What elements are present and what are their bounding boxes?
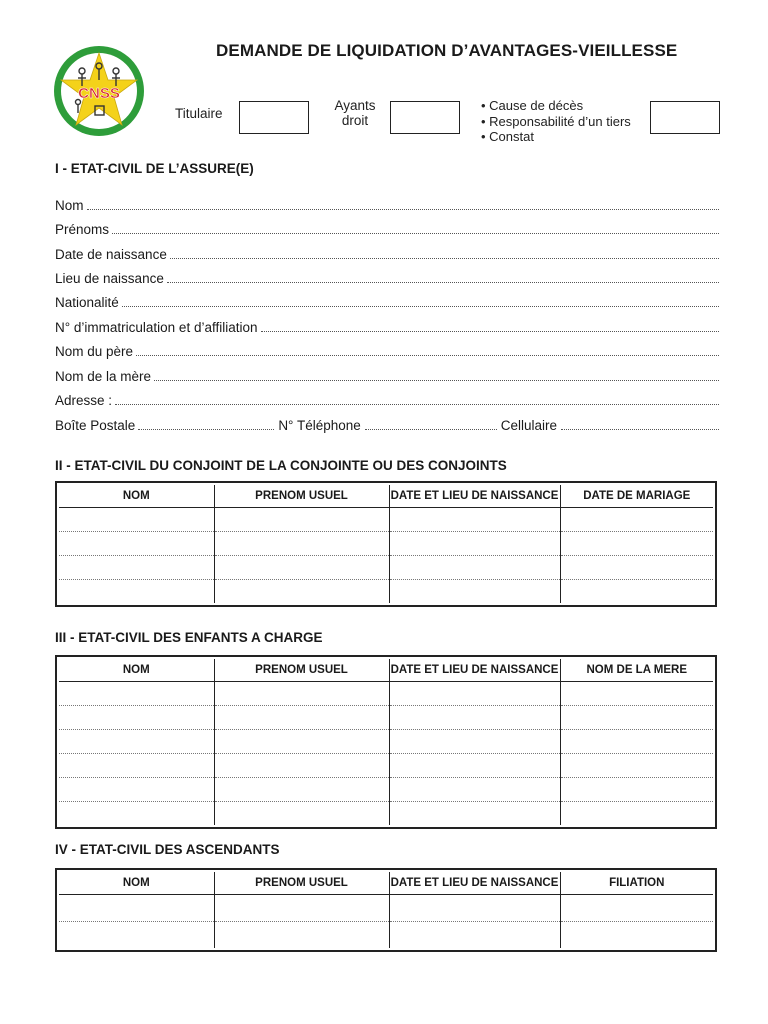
table-row[interactable] (59, 730, 713, 754)
col-date-lieu: DATE ET LIEU DE NAISSANCE (389, 485, 560, 508)
field-adresse[interactable]: Adresse : (55, 390, 719, 408)
conjoints-table (55, 481, 717, 607)
logo-text: CNSS (78, 85, 120, 102)
field-immatriculation[interactable]: N° d’immatriculation et d’affiliation (55, 317, 719, 335)
field-lieu-naissance[interactable]: Lieu de naissance (55, 268, 719, 286)
telephone-label: N° Téléphone (278, 418, 361, 433)
enfants-table (55, 655, 717, 829)
col-date-lieu: DATE ET LIEU DE NAISSANCE (389, 872, 560, 895)
cause-list (481, 98, 631, 145)
table-row[interactable] (59, 754, 713, 778)
bullet-cause-deces: • Cause de décès (481, 98, 584, 113)
bullet-responsabilite: • Responsabilité d’un tiers (481, 113, 631, 129)
form-title: DEMANDE DE LIQUIDATION D’AVANTAGES-VIEILLESSE (216, 41, 678, 60)
col-prenom: PRENOM USUEL (214, 872, 389, 895)
field-nom-pere[interactable]: Nom du père (55, 341, 719, 359)
titulaire-label: Titulaire (175, 106, 223, 121)
col-nom: NOM (59, 872, 214, 895)
table-row[interactable] (59, 706, 713, 730)
field-nom-mere[interactable]: Nom de la mère (55, 366, 719, 384)
section-3-title: III - ETAT-CIVIL DES ENFANTS A CHARGE (55, 630, 323, 645)
cnss-logo (52, 44, 146, 138)
table-row[interactable] (59, 802, 713, 826)
titulaire-checkbox[interactable] (239, 101, 309, 134)
table-row[interactable] (59, 778, 713, 802)
table-row[interactable] (59, 895, 713, 922)
table-row[interactable] (59, 682, 713, 706)
col-date-lieu: DATE ET LIEU DE NAISSANCE (389, 659, 560, 682)
col-nom: NOM (59, 485, 214, 508)
section-4-title: IV - ETAT-CIVIL DES ASCENDANTS (55, 842, 280, 857)
ayants-droit-label: Ayants droit (334, 98, 376, 128)
field-contact-row[interactable] (55, 415, 719, 433)
table-row[interactable] (59, 922, 713, 949)
section-1-title: I - ETAT-CIVIL DE L’ASSURE(E) (55, 161, 254, 176)
col-prenom: PRENOM USUEL (214, 659, 389, 682)
table-row[interactable] (59, 580, 713, 604)
section-2-title: II - ETAT-CIVIL DU CONJOINT DE LA CONJOINTE OU DES CONJOINTS (55, 458, 507, 473)
col-nom-mere: NOM DE LA MERE (560, 659, 713, 682)
col-nom: NOM (59, 659, 214, 682)
col-date-mariage: DATE DE MARIAGE (560, 485, 713, 508)
field-prenoms[interactable]: Prénoms (55, 219, 719, 237)
col-filiation: FILIATION (560, 872, 713, 895)
field-nom[interactable]: Nom (55, 195, 719, 213)
cellulaire-label: Cellulaire (500, 418, 558, 433)
table-row[interactable] (59, 508, 713, 532)
col-prenom: PRENOM USUEL (214, 485, 389, 508)
ayants-droit-checkbox[interactable] (390, 101, 460, 134)
field-nationalite[interactable]: Nationalité (55, 292, 719, 310)
boite-postale-label: Boîte Postale (55, 418, 136, 433)
field-date-naissance[interactable]: Date de naissance (55, 244, 719, 262)
ascendants-table (55, 868, 717, 952)
bullet-constat: • Constat (481, 129, 534, 144)
table-row[interactable] (59, 556, 713, 580)
cause-checkbox[interactable] (650, 101, 720, 134)
table-row[interactable] (59, 532, 713, 556)
